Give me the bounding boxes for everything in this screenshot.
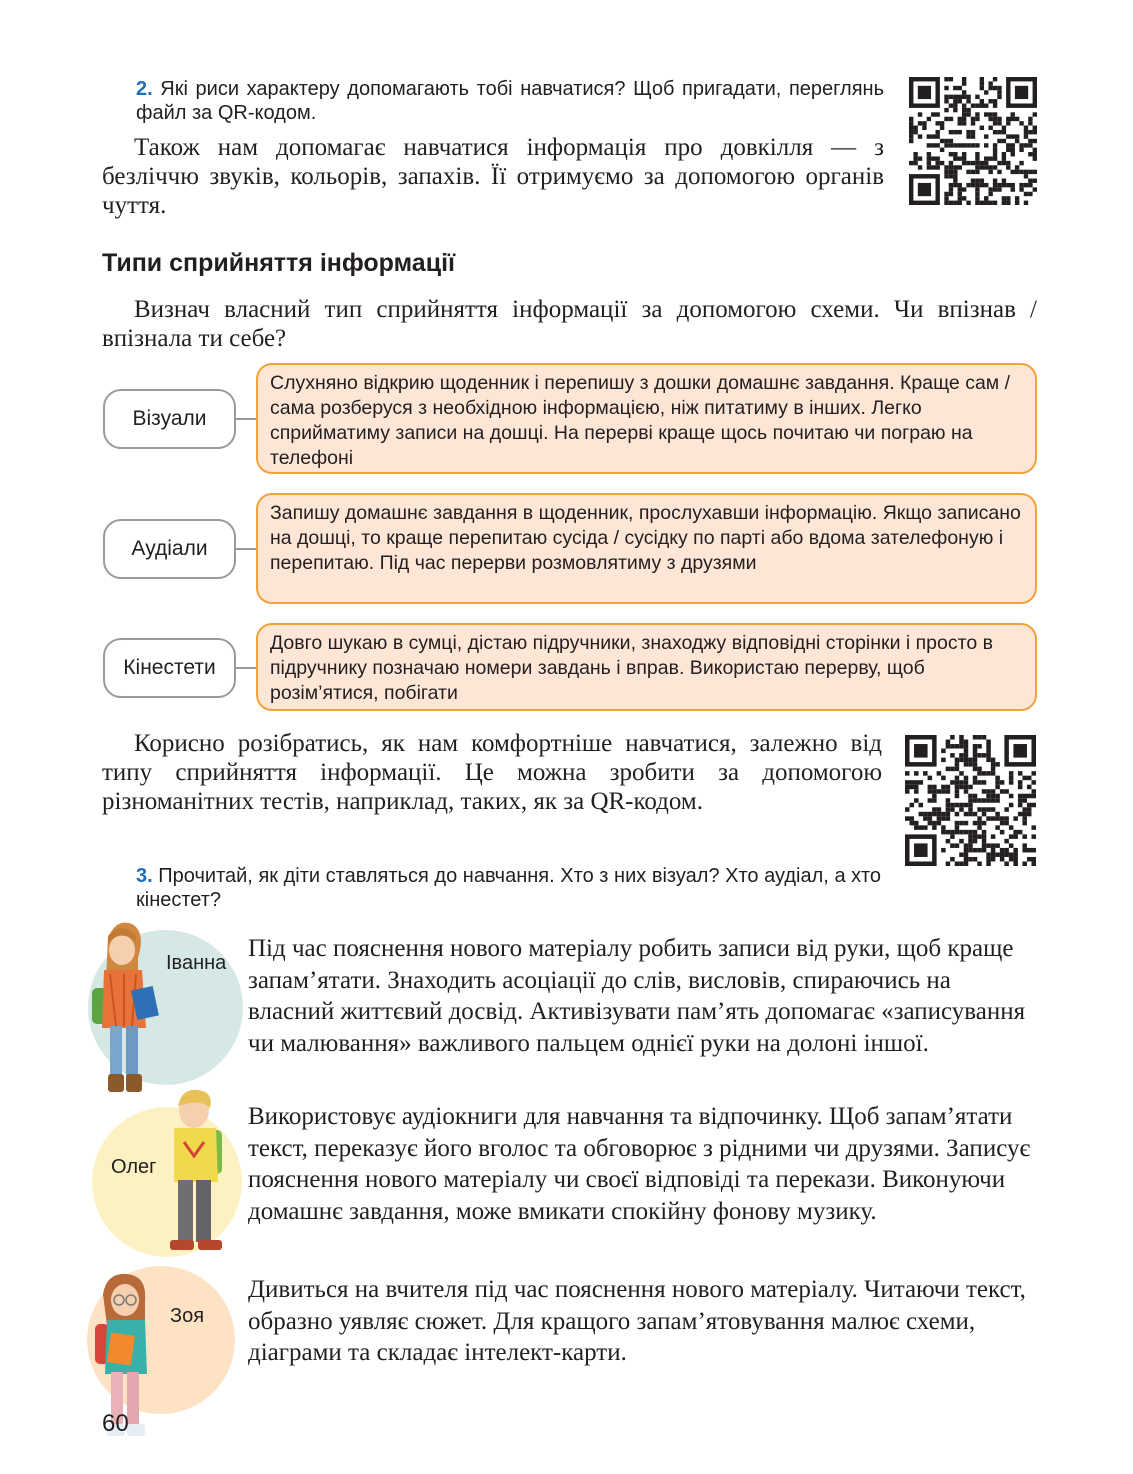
connector-line — [236, 667, 258, 669]
boy-oleh-illustration — [160, 1086, 232, 1258]
type-kinesthetic-label: Кінестети — [103, 638, 236, 698]
type-visual-description: Слухняно відкрию щоденник і перепишу з дошки домашнє завдання. Краще сам / сама розберуся з необхідною інформацією, ніж питатиму в інших. Легко сприйматиму записи на дошці. На перерві краще щось почитаю чи пограю на телефоні — [256, 363, 1037, 474]
kid-zoia-name: Зоя — [170, 1305, 205, 1327]
qr-code-icon[interactable] — [905, 735, 1036, 866]
task-2-text: Які риси характеру допомагають тобі навчатися? Щоб пригадати, переглянь файл за QR-кодом. — [136, 78, 884, 124]
connector-line — [236, 548, 258, 550]
kid-ivanna-text: Під час пояснення нового матеріалу робить записи від руки, щоб краще запам’ятати. Знаходить асоціації до слів, висловів, спираючись на власний життєвий досвід. Активізувати пам’ять допомагає «записування чи малювання» важливого пальцем однієї руки на долоні іншої. — [248, 935, 1026, 1057]
task-3-text: Прочитай, як діти ставляться до навчання. Хто з них візуал? Хто аудіал, а хто кінестет? — [136, 865, 881, 911]
kid-oleh-name: Олег — [111, 1156, 157, 1178]
task-2-number: 2. — [136, 78, 153, 100]
girl-ivanna-illustration — [86, 918, 176, 1100]
qr-code-graphic — [909, 77, 1037, 205]
qr-code-graphic — [905, 735, 1036, 866]
kid-zoia-text: Дивиться на вчителя під час пояснення нового матеріалу. Читаючи текст, образно уявляє сюжет. Для кращого запам’ятовування малює схеми, діаграми та складає інтелект-карти. — [248, 1276, 1026, 1366]
useful-paragraph: Корисно розібратись, як нам комфортніше навчатися, залежно від типу сприйняття інформації. Це можна зробити за допомогою різноманітних тестів, наприклад, таких, як за QR-кодом. — [102, 730, 882, 815]
task-2 — [136, 77, 884, 125]
connector-line — [236, 418, 258, 420]
qr-code-icon[interactable] — [909, 77, 1037, 205]
kid-ivanna-name: Іванна — [166, 952, 227, 974]
section-paragraph: Визнач власний тип сприйняття інформації за допомогою схеми. Чи впізнав / впізнала ти себе? — [102, 296, 1037, 352]
type-audial-label: Аудіали — [103, 519, 236, 579]
task-3 — [136, 864, 881, 912]
type-audial-description: Запишу домашнє завдання в щоденник, прослухавши інформацію. Якщо записано на дошці, то краще перепитаю сусіда / сусідку по парті або вдома зателефоную і перепитаю. Під час перерви розмовлятиму з друзями — [256, 493, 1037, 604]
task-3-number: 3. — [136, 865, 153, 887]
page-number: 60 — [102, 1410, 129, 1437]
kid-oleh-text: Використовує аудіокниги для навчання та відпочинку. Щоб запам’ятати текст, переказує його вголос та обговорює з рідними чи друзями. Записує пояснення нового матеріалу чи своєї відповіді та перекази. Виконуючи домашнє завдання, може вмикати спокійну фонову музику. — [248, 1103, 1031, 1225]
section-title: Типи сприйняття інформації — [102, 249, 456, 277]
type-visual-label: Візуали — [103, 389, 236, 449]
intro-paragraph: Також нам допомагає навчатися інформація про довкілля — з безліччю звуків, кольорів, запахів. Її отримуємо за допомогою органів чуття. — [102, 134, 884, 219]
type-kinesthetic-description: Довго шукаю в сумці, дістаю підручники, знаходжу відповідні сторінки і просто в підручнику позначаю номери завдань і вправ. Використаю перерву, щоб розім’ятися, побігати — [256, 623, 1037, 711]
